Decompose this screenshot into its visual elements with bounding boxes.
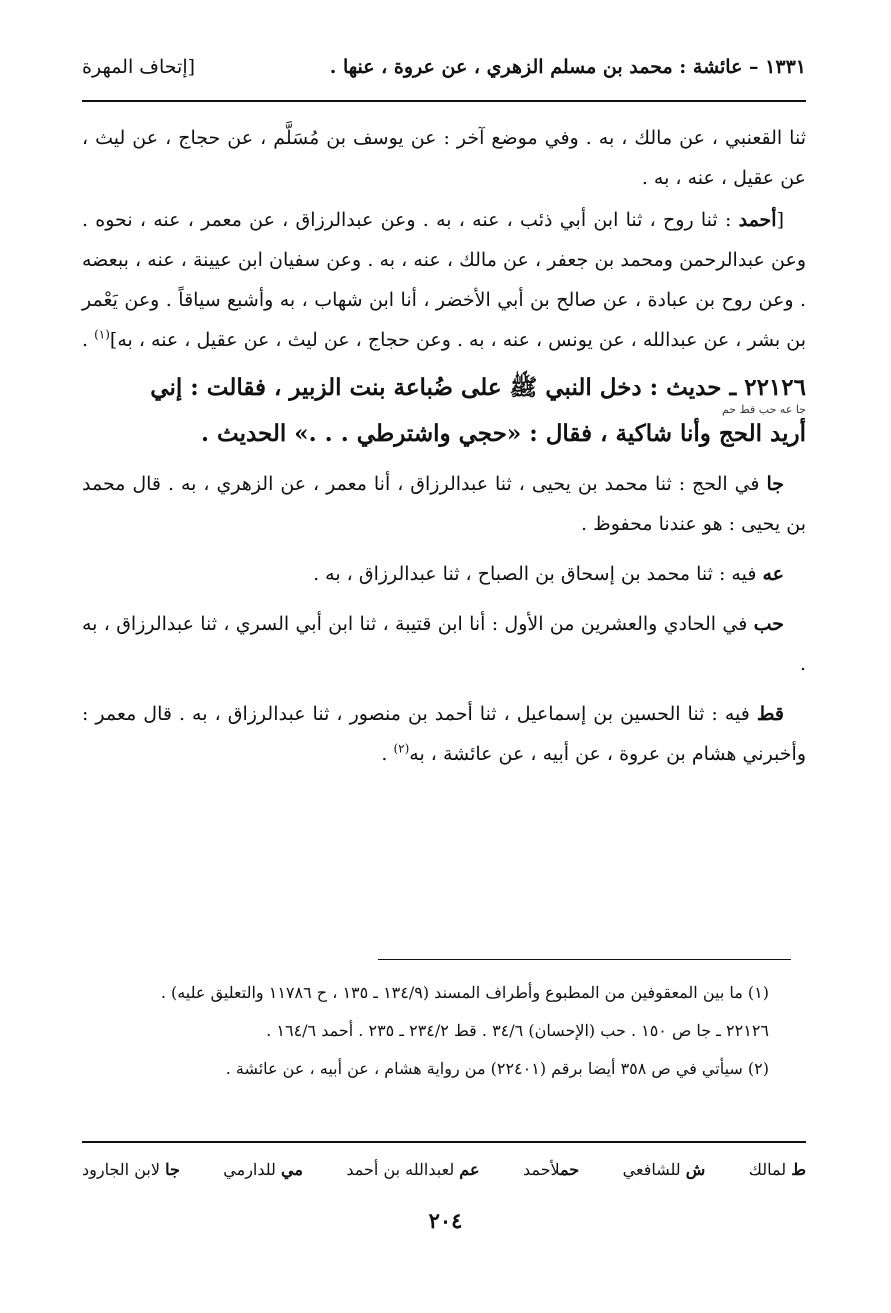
legend-item [346, 1150, 479, 1190]
paragraph-text: : ثنا روح ، ثنا ابن أبي ذئب ، عنه ، به . وعن عبدالرزاق ، عن معمر ، عنه ، نحوه . وعن عبدالرحمن ومحمد بن جعفر ، عن مالك ، عنه ، به . وعن سفيان ابن عيينة ، عنه ، ببعضه . وعن روح بن عبادة ، عن صالح بن أبي الأخضر ، أنا ابن شهاب ، به وأشبع سياقاً . وعن يَعْمر بن بشر ، عن عبدالله ، عن يونس ، عنه ، به . وعن حجاج ، عن ليث ، عن عقيل ، عنه ، به] [82, 209, 806, 351]
legend-code: عم [459, 1160, 480, 1179]
paragraph-hb [82, 604, 806, 684]
legend-label: للدارمي [223, 1160, 276, 1179]
paragraph-text: ثنا القعنبي ، عن مالك ، به . وفي موضع آخر : عن يوسف بن مُسَلَّم ، عن حجاج ، عن ليث ، عن عقيل ، عنه ، به . [82, 127, 806, 189]
legend-code: جا [165, 1160, 180, 1179]
paragraph-end: . [381, 743, 394, 765]
footnote-2: (٢) سيأتي في ص ٣٥٨ أيضا برقم (٢٢٤٠١) من رواية هشام ، عن أبيه ، عن عائشة . [225, 1059, 769, 1078]
paragraph-qanabi [82, 118, 806, 198]
header-chapter-title: ١٣٣١ – عائشة : محمد بن مسلم الزهري ، عن عروة ، عنها . [329, 56, 806, 78]
legend-item [82, 1150, 180, 1190]
footnote-separator [378, 959, 791, 960]
running-header [82, 52, 806, 88]
paragraph-ja [82, 464, 806, 544]
paragraph-ah [82, 554, 806, 594]
page-number: ٢٠٤ [428, 1208, 463, 1233]
paragraph-end: . [81, 329, 95, 351]
legend-code: حم [560, 1160, 580, 1179]
header-rule [82, 100, 806, 102]
hadith-heading-line2: أريد الحج وأنا شاكية ، فقال : «حجي واشترطي . . .» الحديث . [200, 420, 806, 447]
header-book-title: [إتحاف المهرة [82, 56, 196, 78]
footnotes [82, 974, 791, 1088]
legend-code: ط [791, 1160, 806, 1179]
legend-label: لابن الجارود [82, 1160, 160, 1179]
legend-label: لعبدالله بن أحمد [346, 1160, 455, 1179]
paragraph-qt [82, 694, 806, 774]
main-text [82, 118, 806, 776]
legend-label: لأحمد [522, 1160, 561, 1179]
hadith-heading [82, 364, 806, 458]
footnote-ref-1: (١) [94, 327, 110, 342]
footnote-1: (١) ما بين المعقوفين من المطبوع وأطراف المسند (١٣٤/٩ ـ ١٣٥ ، ح ١١٧٨٦ والتعليق عليه) . [160, 983, 769, 1002]
hadith-source-codes: جا عه حب قط حم [721, 403, 806, 416]
footnote-reference-list: ٢٢١٢٦ ـ جا ص ١٥٠ . حب (الإحسان) ٣٤/٦ . قط ٢٣٤/٢ ـ ٢٣٥ . أحمد ١٦٤/٦ . [266, 1021, 769, 1040]
source-code-hb: حب [753, 613, 784, 635]
legend-item [223, 1150, 303, 1190]
paragraph-text: في الحج : ثنا محمد بن يحيى ، ثنا عبدالرزاق ، أنا معمر ، عن الزهري ، به . قال محمد بن يحيى : هو عندنا محفوظ . [82, 473, 806, 535]
legend-code: مي [281, 1160, 303, 1179]
paragraph-text: في الحادي والعشرين من الأول : أنا ابن قتيبة ، ثنا ابن أبي السري ، ثنا عبدالرزاق ، به . [82, 613, 806, 675]
paragraph-text: فيه : ثنا الحسين بن إسماعيل ، ثنا أحمد بن منصور ، ثنا عبدالرزاق ، به . قال معمر : وأخبرني هشام بن عروة ، عن أبيه ، عن عائشة ، به [82, 703, 806, 765]
legend-item [523, 1150, 579, 1190]
hadith-heading-line1: ٢٢١٢٦ ـ حديث : دخل النبي ﷺ على ضُباعة بنت الزبير ، فقالت : إني [150, 374, 806, 401]
source-code-ja: جا [766, 473, 784, 495]
legend-item [623, 1150, 706, 1190]
paragraph-text: فيه : ثنا محمد بن إسحاق بن الصباح ، ثنا عبدالرزاق ، به . [313, 563, 763, 585]
source-code-ahmad: أحمد [738, 209, 777, 231]
legend-label: لمالك [748, 1160, 787, 1179]
legend-rule [82, 1141, 806, 1143]
legend-code: ش [685, 1160, 706, 1179]
source-code-qt: قط [756, 703, 784, 725]
legend-item [749, 1150, 806, 1190]
bracket-open: [ [776, 209, 784, 231]
legend-label: للشافعي [622, 1160, 681, 1179]
paragraph-ahmad [82, 200, 806, 360]
abbreviation-legend [82, 1150, 806, 1190]
footnote-ref-2: (٢) [393, 741, 410, 756]
source-code-ah: عه [762, 563, 784, 585]
